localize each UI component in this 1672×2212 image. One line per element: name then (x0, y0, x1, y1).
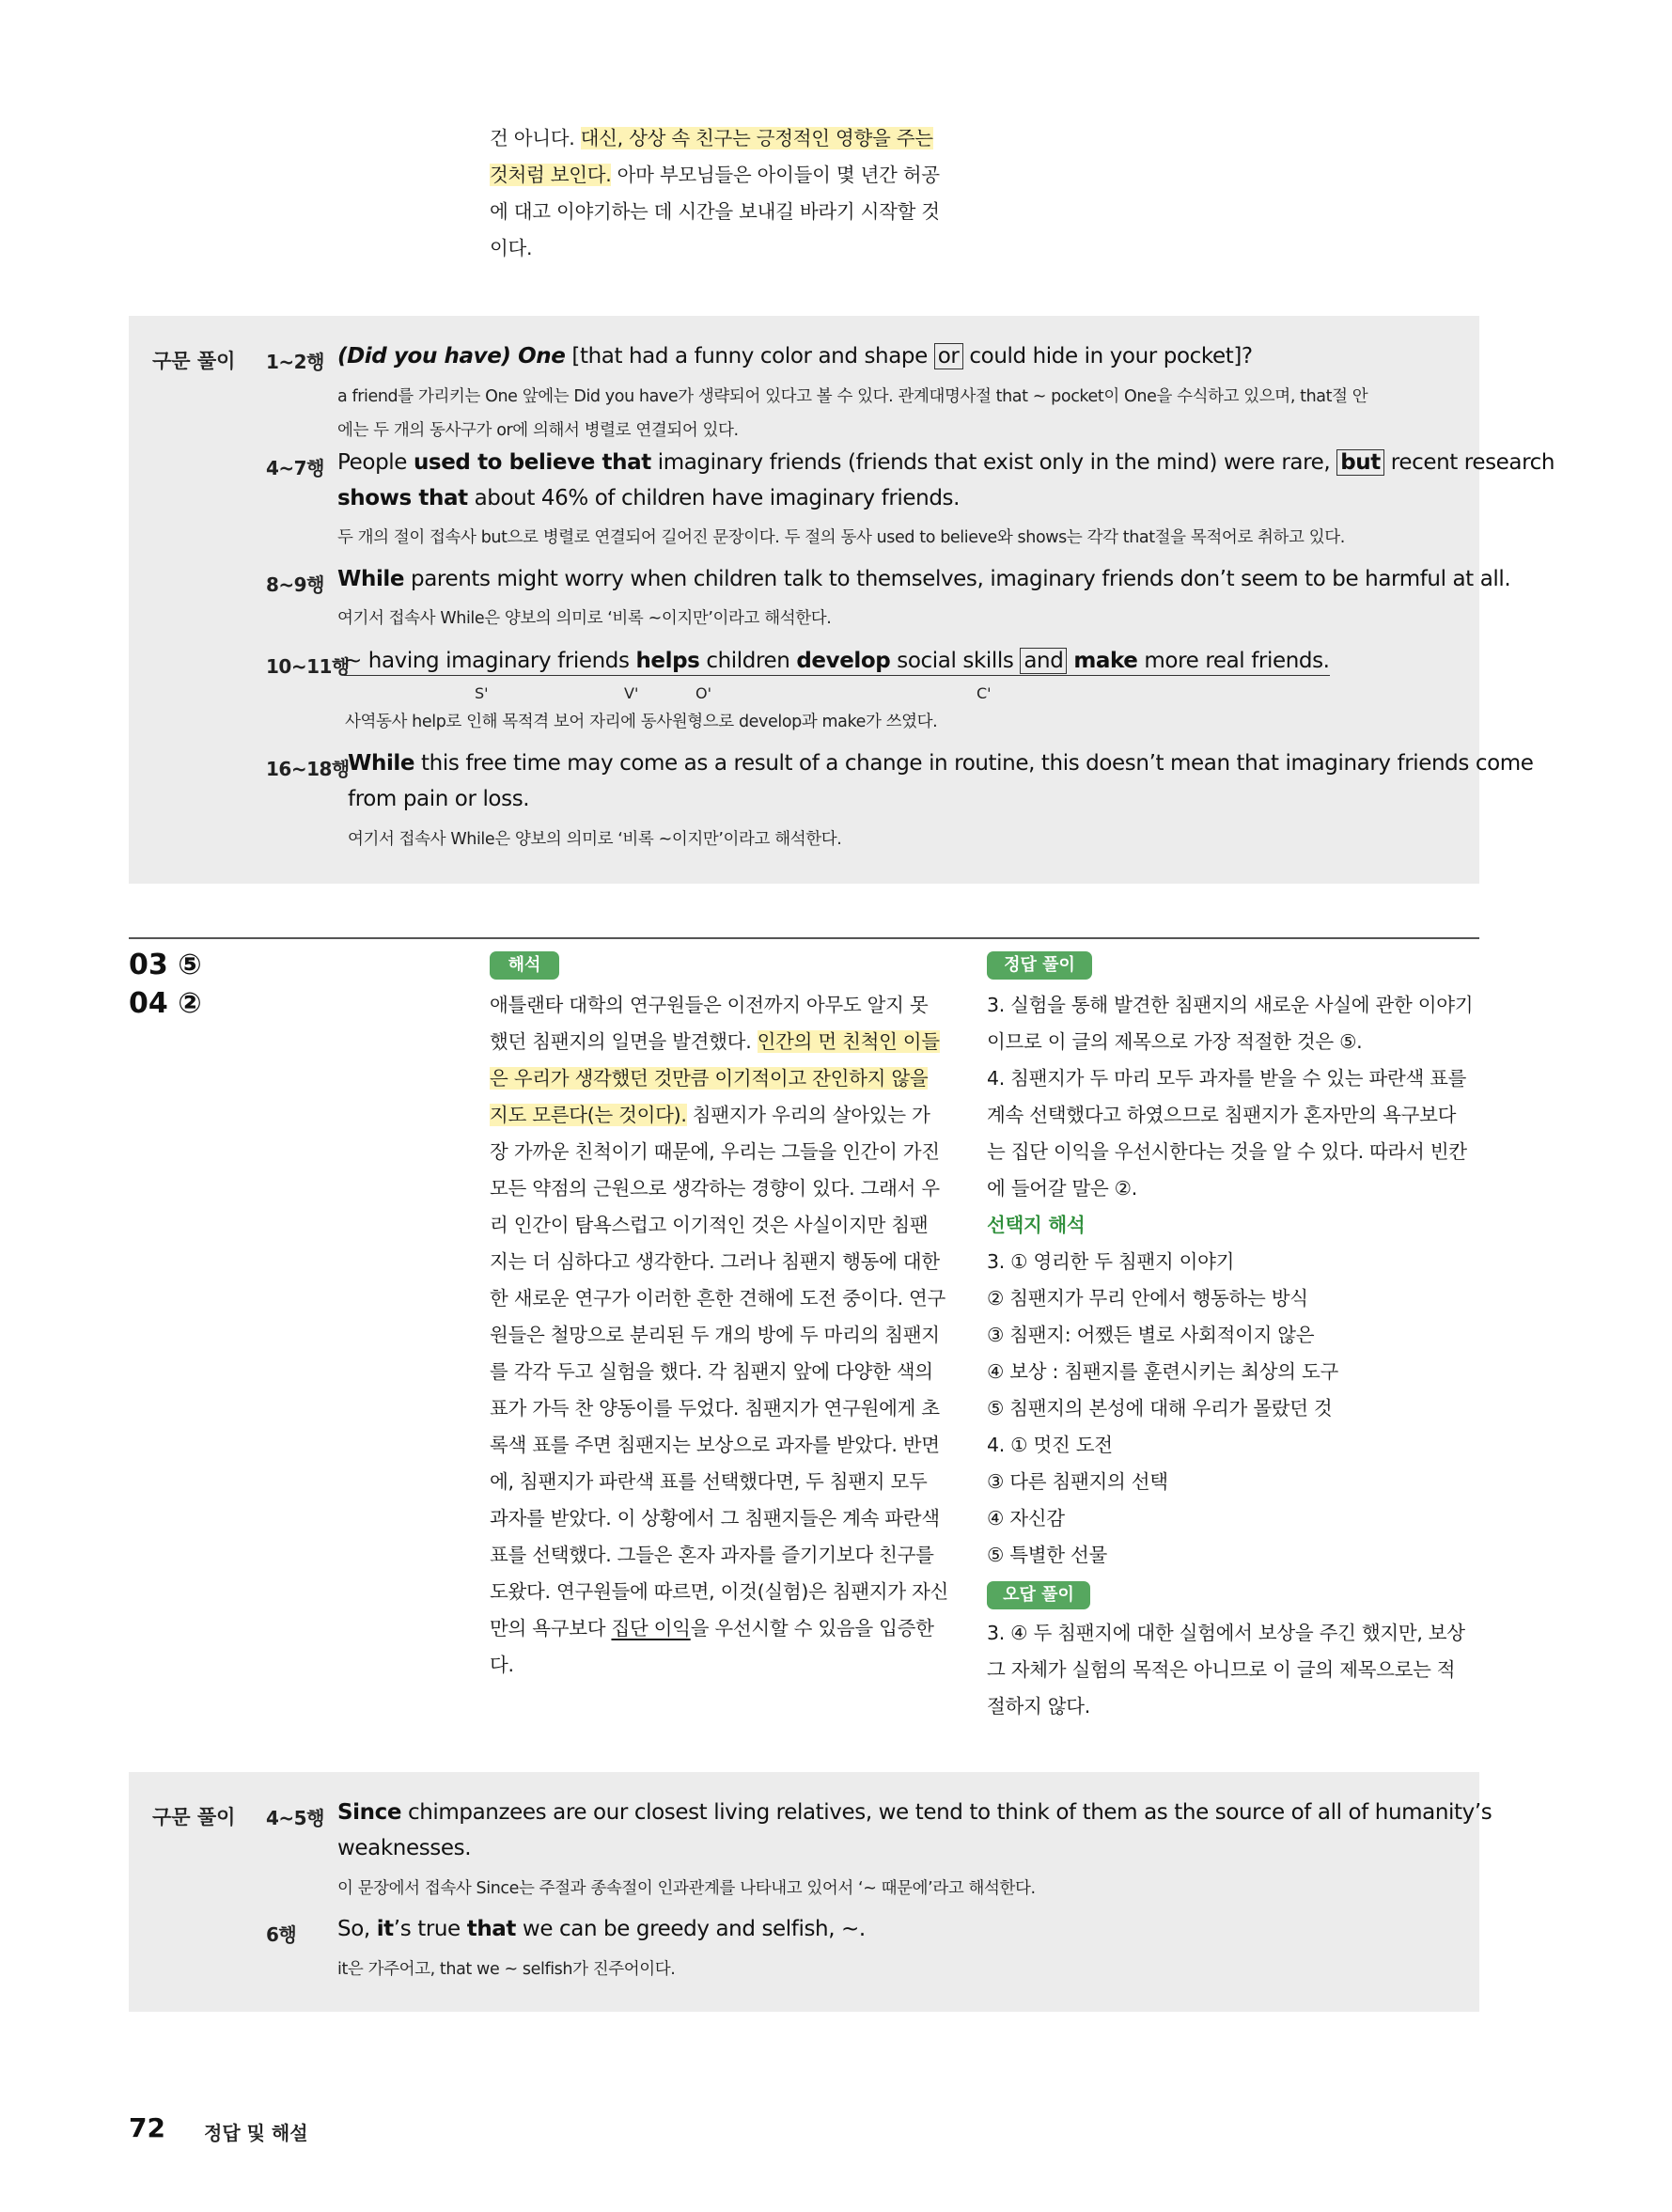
line-number: 6행 (266, 1923, 297, 1946)
line-number: 8~9행 (266, 573, 324, 596)
choice-translation: ② 침팬지가 무리 안에서 행동하는 방식 (987, 1287, 1308, 1310)
grammar-sentence: People used to believe that imaginary friends (friends that exist only in the mind) were rare, but recent research (337, 450, 1555, 475)
interpretation-line (490, 1574, 950, 1610)
interpretation-line (490, 1537, 950, 1574)
grammar-note: it은 가주어고, that we ~ selfish가 진주어이다. (337, 1960, 676, 1979)
choice-translation: ⑤ 침팬지의 본성에 대해 우리가 몰랐던 것 (987, 1397, 1333, 1420)
line-number: 10~11행 (266, 655, 350, 678)
answer-04: 04 ② (129, 987, 202, 1020)
footer-label: 정답 및 해설 (204, 2122, 308, 2144)
explain-line: 3. 실험을 통해 발견한 침팬지의 새로운 사실에 관한 이야기 (987, 994, 1474, 1016)
text-run: 침팬지가 우리의 살아있는 가 (686, 1104, 930, 1126)
explain-line: 4. 침팬지가 두 마리 모두 과자를 받을 수 있는 파란색 표를 (987, 1067, 1467, 1090)
wrong-answer-line: 그 자체가 실험의 목적은 아니므로 이 글의 제목으로는 적 (987, 1658, 1456, 1681)
text-run: 만의 욕구보다 (490, 1617, 612, 1639)
interpretation-line (490, 1170, 950, 1207)
wrong-answer-pill: 오답 풀이 (987, 1581, 1090, 1609)
explain-line: 에 들어갈 말은 ②. (987, 1177, 1137, 1200)
interpretation-line (490, 1207, 950, 1244)
line-number: 1~2행 (266, 351, 324, 373)
underlined-text: 집단 이익 (611, 1617, 691, 1639)
grammar-sentence-cont: shows that about 46% of children have imaginary friends. (337, 486, 961, 510)
grammar-note: 여기서 접속사 While은 양보의 의미로 ‘비록 ~이지만’이라고 해석한다. (337, 609, 832, 628)
text-run: 표가 가득 찬 양동이를 두었다. 침팬지가 연구원에게 초 (490, 1397, 940, 1420)
grammar-panel-2 (129, 1772, 1492, 2012)
highlighted-text: 지도 모른다(는 것이다). (490, 1104, 687, 1126)
grammar-sentence-cont: from pain or loss. (348, 787, 530, 811)
text-run: 지는 더 심하다고 생각한다. 그러나 침팬지 행동에 대한 (490, 1250, 940, 1273)
text-run: 장 가까운 친척이기 때문에, 우리는 그들을 인간이 가진 (490, 1140, 940, 1163)
interpretation-line (490, 1280, 950, 1317)
text-run: 을 우선시할 수 있음을 입증한 (690, 1617, 934, 1639)
answer-explain-text (987, 987, 1485, 1574)
wrong-answer-line: 3. ④ 두 침팬지에 대한 실험에서 보상을 주긴 했지만, 보상 (987, 1622, 1465, 1644)
interpretation-line (490, 1024, 950, 1060)
interpretation-text (490, 987, 950, 1684)
interpretation-line (490, 1354, 950, 1390)
choices-title: 선택지 해석 (987, 1214, 1086, 1236)
top-line-2: 것처럼 보인다. 아마 부모님들은 아이들이 몇 년간 허공 (490, 164, 940, 186)
text-run: 리 인간이 탐욕스럽고 이기적인 것은 사실이지만 침팬 (490, 1214, 929, 1236)
text-run: 했던 침팬지의 일면을 발견했다. (490, 1030, 758, 1053)
grammar-panel-1 (129, 316, 1555, 884)
highlighted-text: 인간의 먼 친척인 이들 (757, 1030, 940, 1053)
grammar-note: 에는 두 개의 동사구가 or에 의해서 병렬로 연결되어 있다. (337, 421, 739, 440)
top-line-4: 이다. (490, 237, 533, 259)
grammar-tag: 구문 풀이 (152, 350, 236, 372)
grammar-note: a friend를 가리키는 One 앞에는 Did you have가 생략되어 있다고 볼 수 있다. 관계대명사절 that ~ pocket이 One을 수식하고 있으며, that절 안 (337, 387, 1368, 406)
grammar-sentence: While parents might worry when children talk to themselves, imaginary friends don’t seem to be harmful at all. (337, 567, 1511, 591)
line-number: 4~7행 (266, 457, 324, 479)
svoc-label-v: V' (624, 684, 639, 702)
text-run: 모든 약점의 근원으로 생각하는 경향이 있다. 그래서 우 (490, 1177, 940, 1200)
interpretation-line (490, 1134, 950, 1170)
grammar-sentence: So, it’s true that we can be greedy and selfish, ~. (337, 1917, 866, 1941)
answer-explain-pill: 정답 풀이 (987, 951, 1092, 980)
svoc-label-o: O' (695, 684, 711, 702)
grammar-note: 두 개의 절이 접속사 but으로 병렬로 연결되어 길어진 문장이다. 두 절의 동사 used to believe와 shows는 각각 that절을 목적어로 취하고 있다. (337, 528, 1345, 547)
text-run: 애틀랜타 대학의 연구원들은 이전까지 아무도 알지 못 (490, 994, 929, 1016)
choice-translation: ⑤ 특별한 선물 (987, 1544, 1108, 1566)
text-run: 한 새로운 연구가 이러한 흔한 견해에 도전 중이다. 연구 (490, 1287, 946, 1310)
text-run: 다. (490, 1654, 514, 1676)
text-run: 에, 침팬지가 파란색 표를 선택했다면, 두 침팬지 모두 (490, 1470, 928, 1493)
choice-translation: 3. ① 영리한 두 침팬지 이야기 (987, 1250, 1235, 1273)
line-number: 16~18행 (266, 758, 350, 780)
choice-translation: ④ 자신감 (987, 1507, 1065, 1530)
top-line-3: 에 대고 이야기하는 데 시간을 보내길 바라기 시작할 것 (490, 200, 940, 223)
grammar-sentence: (Did you have) One [that had a funny color and shape or could hide in your pocket]? (337, 344, 1253, 369)
line-number: 4~5행 (266, 1807, 324, 1829)
top-translation (490, 120, 941, 267)
explain-line: 이므로 이 글의 제목으로 가장 적절한 것은 ⑤. (987, 1030, 1363, 1053)
interpretation-pill: 해석 (490, 951, 559, 980)
interpretation-line (490, 1244, 950, 1280)
top-line-1: 건 아니다. 대신, 상상 속 친구는 긍정적인 영향을 주는 (490, 127, 933, 149)
grammar-note: 사역동사 help로 인해 목적격 보어 자리에 동사원형으로 develop과 make가 쓰였다. (345, 713, 938, 731)
text-run: 과자를 받았다. 이 상황에서 그 침팬지들은 계속 파란색 (490, 1507, 940, 1530)
interpretation-line (490, 1060, 950, 1097)
answer-03: 03 ⑤ (129, 949, 202, 981)
interpretation-line (490, 1500, 950, 1537)
wrong-answer-line: 절하지 않다. (987, 1695, 1090, 1718)
interpretation-line (490, 987, 950, 1024)
grammar-sentence-cont: weaknesses. (337, 1836, 472, 1860)
grammar-tag: 구문 풀이 (152, 1806, 236, 1828)
choice-translation: ③ 침팬지: 어쨌든 별로 사회적이지 않은 (987, 1324, 1315, 1346)
interpretation-line (490, 1610, 950, 1647)
text-run: 도왔다. 연구원들에 따르면, 이것(실험)은 침팬지가 자신 (490, 1580, 948, 1603)
grammar-note: 이 문장에서 접속사 Since는 주절과 종속절이 인과관계를 나타내고 있어서 ‘~ 때문에’라고 해석한다. (337, 1879, 1036, 1898)
text-run: 표를 선택했다. 그들은 혼자 과자를 즐기기보다 친구를 (490, 1544, 934, 1566)
grammar-note: 여기서 접속사 While은 양보의 의미로 ‘비록 ~이지만’이라고 해석한다. (348, 830, 842, 849)
wrong-answer-text (987, 1615, 1485, 1725)
grammar-sentence: Since chimpanzees are our closest living relatives, we tend to think of them as the source of all of humanity’s (337, 1800, 1492, 1825)
text-run: 원들은 철망으로 분리된 두 개의 방에 두 마리의 침팬지 (490, 1324, 940, 1346)
svoc-label-s: S' (475, 684, 489, 702)
svoc-label-c: C' (977, 684, 992, 702)
choice-translation: 4. ① 멋진 도전 (987, 1434, 1113, 1456)
interpretation-line (490, 1427, 950, 1464)
text-run: 록색 표를 주면 침팬지는 보상으로 과자를 받았다. 반면 (490, 1434, 940, 1456)
interpretation-line (490, 1390, 950, 1427)
interpretation-line (490, 1464, 950, 1500)
choice-translation: ③ 다른 침팬지의 선택 (987, 1470, 1168, 1493)
interpretation-line (490, 1317, 950, 1354)
interpretation-line (490, 1647, 950, 1684)
grammar-sentence: ~ having imaginary friends helps children develop social skills and make more real friends. (344, 649, 1330, 676)
highlighted-text: 은 우리가 생각했던 것만큼 이기적이고 잔인하지 않을 (490, 1067, 929, 1090)
explain-line: 는 집단 이익을 우선시한다는 것을 알 수 있다. 따라서 빈칸 (987, 1140, 1467, 1163)
explain-line: 계속 선택했다고 하였으므로 침팬지가 혼자만의 욕구보다 (987, 1104, 1457, 1126)
choice-translation: ④ 보상 : 침팬지를 훈련시키는 최상의 도구 (987, 1360, 1339, 1383)
section-divider (129, 937, 1479, 939)
page-number: 72 (129, 2112, 165, 2143)
grammar-sentence: While this free time may come as a result of a change in routine, this doesn’t mean that imaginary friends come (348, 751, 1534, 776)
text-run: 를 각각 두고 실험을 했다. 각 침팬지 앞에 다양한 색의 (490, 1360, 933, 1383)
interpretation-line (490, 1097, 950, 1134)
